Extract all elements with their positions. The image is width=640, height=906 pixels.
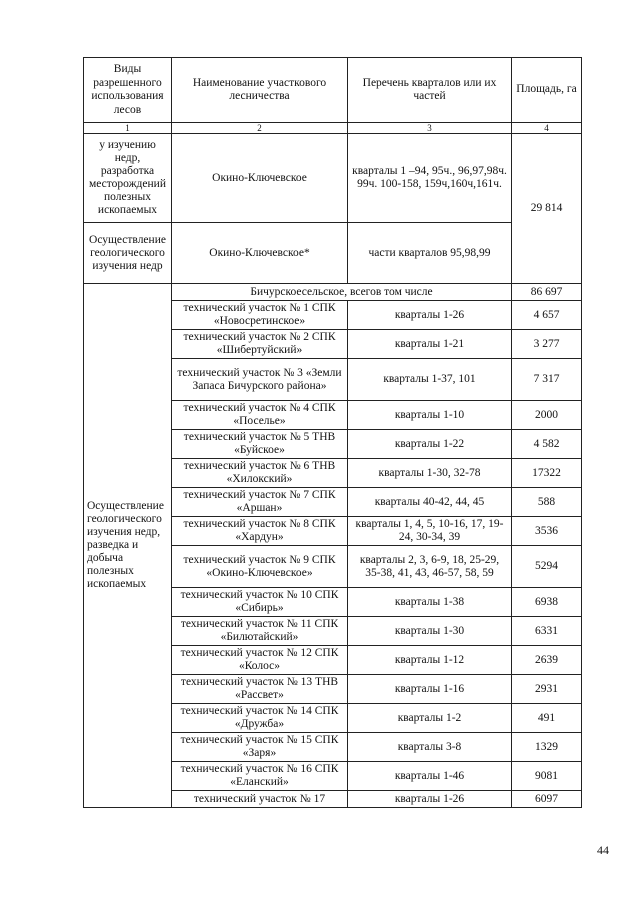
quarters-cell: кварталы 1-30	[348, 617, 512, 646]
site-name-cell: технический участок № 3 «Земли Запаса Бичурского района»	[172, 359, 348, 401]
column-number: 2	[172, 123, 348, 134]
forestry-cell: Окино-Ключевское*	[172, 223, 348, 284]
site-name-cell: технический участок № 7 СПК «Аршан»	[172, 488, 348, 517]
use-type-cell: у изучению недр, разработка месторождений полезных ископаемых	[84, 134, 172, 223]
site-name-cell: технический участок № 2 СПК «Шибертуйский»	[172, 330, 348, 359]
quarters-cell: кварталы 1-22	[348, 430, 512, 459]
table-row	[84, 134, 582, 223]
quarters-cell: кварталы 1-12	[348, 646, 512, 675]
site-name-cell: технический участок № 1 СПК «Новосретинское»	[172, 301, 348, 330]
area-cell: 2000	[512, 401, 582, 430]
site-name-cell: технический участок № 8 СПК «Хардун»	[172, 517, 348, 546]
quarters-cell: кварталы 1-16	[348, 675, 512, 704]
area-cell: 2639	[512, 646, 582, 675]
column-number: 1	[84, 123, 172, 134]
header-forestry-name: Наименование участкового лесничества	[172, 58, 348, 123]
total-label: Бичурскоесельское, всегов том числе	[172, 284, 512, 301]
table-row	[84, 223, 582, 284]
area-cell: 7 317	[512, 359, 582, 401]
area-cell: 6938	[512, 588, 582, 617]
quarters-cell: кварталы 1, 4, 5, 10-16, 17, 19-24, 30-34, 39	[348, 517, 512, 546]
site-name-cell: технический участок № 11 СПК «Билютайский»	[172, 617, 348, 646]
area-cell: 6097	[512, 791, 582, 808]
area-cell: 9081	[512, 762, 582, 791]
site-name-cell: технический участок № 13 ТНВ «Рассвет»	[172, 675, 348, 704]
quarters-cell: кварталы 1-10	[348, 401, 512, 430]
area-cell: 491	[512, 704, 582, 733]
forestry-cell: Окино-Ключевское	[172, 134, 348, 223]
quarters-cell: кварталы 1-26	[348, 301, 512, 330]
site-name-cell: технический участок № 16 СПК «Еланский»	[172, 762, 348, 791]
quarters-cell: кварталы 1-30, 32-78	[348, 459, 512, 488]
site-name-cell: технический участок № 9 СПК «Окино-Ключевское»	[172, 546, 348, 588]
area-cell: 5294	[512, 546, 582, 588]
site-name-cell: технический участок № 5 ТНВ «Буйское»	[172, 430, 348, 459]
quarters-cell: части кварталов 95,98,99	[348, 223, 512, 284]
header-use-type: Виды разрешенного использования лесов	[84, 58, 172, 123]
column-number-row	[84, 123, 582, 134]
use-type-cell: Осуществление геологического изучения недр, разведка и добыча полезных ископаемых	[84, 284, 172, 808]
site-name-cell: технический участок № 6 ТНВ «Хилокский»	[172, 459, 348, 488]
quarters-cell: кварталы 40-42, 44, 45	[348, 488, 512, 517]
site-name-cell: технический участок № 15 СПК «Заря»	[172, 733, 348, 762]
column-number: 4	[512, 123, 582, 134]
area-cell: 3536	[512, 517, 582, 546]
quarters-cell: кварталы 1-26	[348, 791, 512, 808]
use-type-cell: Осуществление геологического изучения недр	[84, 223, 172, 284]
table-header-row	[84, 58, 582, 123]
quarters-cell: кварталы 1-2	[348, 704, 512, 733]
site-name-cell: технический участок № 4 СПК «Поселье»	[172, 401, 348, 430]
quarters-cell: кварталы 1-37, 101	[348, 359, 512, 401]
area-cell: 3 277	[512, 330, 582, 359]
site-name-cell: технический участок № 12 СПК «Колос»	[172, 646, 348, 675]
area-cell: 4 582	[512, 430, 582, 459]
header-quarters-list: Перечень кварталов или их частей	[348, 58, 512, 123]
area-cell: 1329	[512, 733, 582, 762]
quarters-cell: кварталы 2, 3, 6-9, 18, 25-29, 35-38, 41, 43, 46-57, 58, 59	[348, 546, 512, 588]
area-cell: 4 657	[512, 301, 582, 330]
area-cell: 17322	[512, 459, 582, 488]
total-row	[84, 284, 582, 301]
total-area: 86 697	[512, 284, 582, 301]
quarters-cell: кварталы 1-21	[348, 330, 512, 359]
quarters-cell: кварталы 1-46	[348, 762, 512, 791]
area-cell: 6331	[512, 617, 582, 646]
quarters-cell: кварталы 1 –94, 95ч., 96,97,98ч. 99ч. 100-158, 159ч,160ч,161ч.	[348, 134, 512, 223]
site-name-cell: технический участок № 10 СПК «Сибирь»	[172, 588, 348, 617]
quarters-cell: кварталы 1-38	[348, 588, 512, 617]
area-cell: 2931	[512, 675, 582, 704]
area-cell: 588	[512, 488, 582, 517]
site-name-cell: технический участок № 14 СПК «Дружба»	[172, 704, 348, 733]
site-name-cell: технический участок № 17	[172, 791, 348, 808]
column-number: 3	[348, 123, 512, 134]
area-cell: 29 814	[512, 134, 582, 284]
quarters-cell: кварталы 3-8	[348, 733, 512, 762]
page-number: 44	[597, 843, 609, 857]
header-area: Площадь, га	[512, 58, 582, 123]
forest-use-table	[83, 57, 582, 808]
